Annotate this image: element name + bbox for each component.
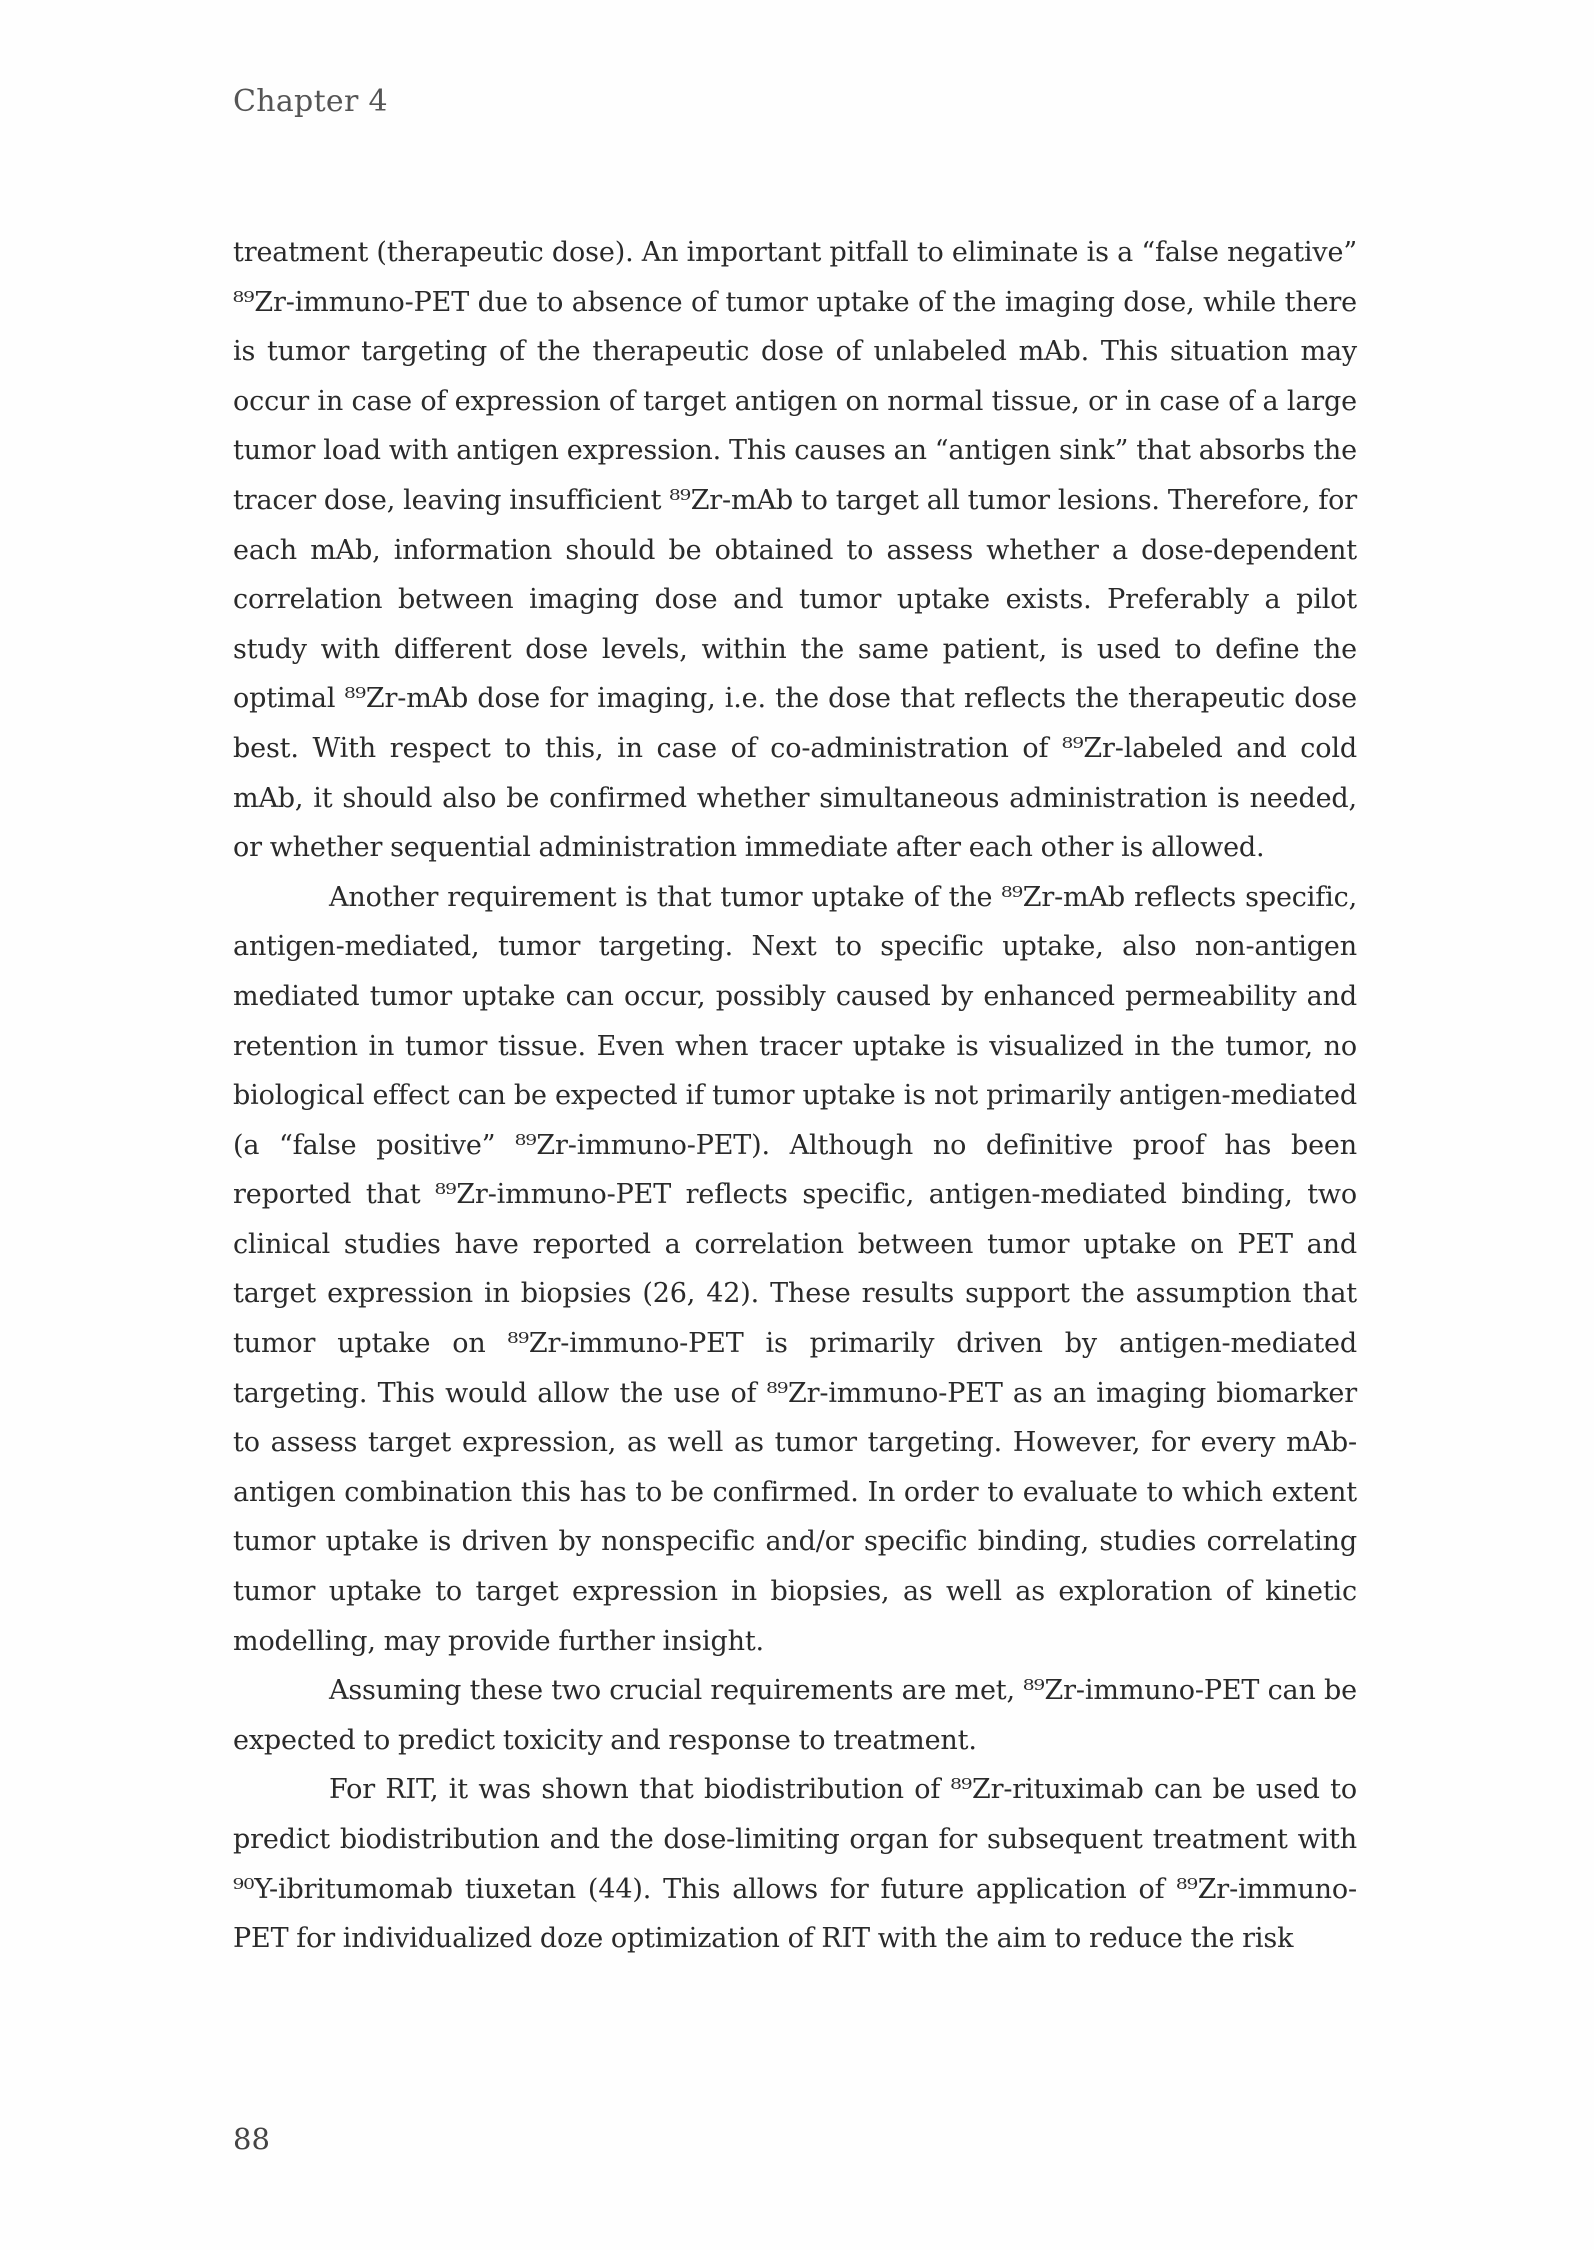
paragraph: treatment (therapeutic dose). An important pitfall to eliminate is a “false negative” ⁸⁹Zr-immuno-PET due to absence of tumor uptake of the imaging dose, while there is tumor targeting of the therapeutic dose of unlabeled mAb. This situation may occur in case of expression of target antigen on normal tissue, or in case of a large tumor load with antigen expression. This causes an “antigen sink” that absorbs the tracer dose, leaving insufficient ⁸⁹Zr-mAb to target all tumor lesions. Therefore, for each mAb, information should be obtained to assess whether a dose-dependent correlation between imaging dose and tumor uptake exists. Preferably a pilot study with different dose levels, within the same patient, is used to define the optimal ⁸⁹Zr-mAb dose for imaging, i.e. the dose that reflects the therapeutic dose best. With respect to this, in case of co-administration of ⁸⁹Zr-labeled and cold mAb, it should also be confirmed whether simultaneous administration is needed, or whether sequential administration immediate after each other is allowed. (233, 237, 1357, 864)
paragraph: Assuming these two crucial requirements are met, ⁸⁹Zr-immuno-PET can be expected to predict toxicity and response to treatment. (233, 1675, 1357, 1756)
page-number: 88 (233, 2122, 270, 2156)
paragraph: For RIT, it was shown that biodistribution of ⁸⁹Zr-rituximab can be used to predict biodistribution and the dose-limiting organ for subsequent treatment with ⁹⁰Y-ibritumomab tiuxetan (44). This allows for future application of ⁸⁹Zr-immuno-PET for individualized doze optimization of RIT with the aim to reduce the risk (233, 1774, 1357, 1955)
paragraph: Another requirement is that tumor uptake of the ⁸⁹Zr-mAb reflects specific, antigen-mediated, tumor targeting. Next to specific uptake, also non-antigen mediated tumor uptake can occur, possibly caused by enhanced permeability and retention in tumor tissue. Even when tracer uptake is visualized in the tumor, no biological effect can be expected if tumor uptake is not primarily antigen-mediated (a “false positive” ⁸⁹Zr-immuno-PET). Although no definitive proof has been reported that ⁸⁹Zr-immuno-PET reflects specific, antigen-mediated binding, two clinical studies have reported a correlation between tumor uptake on PET and target expression in biopsies (26, 42). These results support the assumption that tumor uptake on ⁸⁹Zr-immuno-PET is primarily driven by antigen-mediated targeting. This would allow the use of ⁸⁹Zr-immuno-PET as an imaging biomarker to assess target expression, as well as tumor targeting. However, for every mAb-antigen combination this has to be confirmed. In order to evaluate to which extent tumor uptake is driven by nonspecific and/or specific binding, studies correlating tumor uptake to target expression in biopsies, as well as exploration of kinetic modelling, may provide further insight. (233, 881, 1357, 1657)
body-text (233, 228, 1357, 1964)
running-header: Chapter 4 (233, 84, 388, 119)
